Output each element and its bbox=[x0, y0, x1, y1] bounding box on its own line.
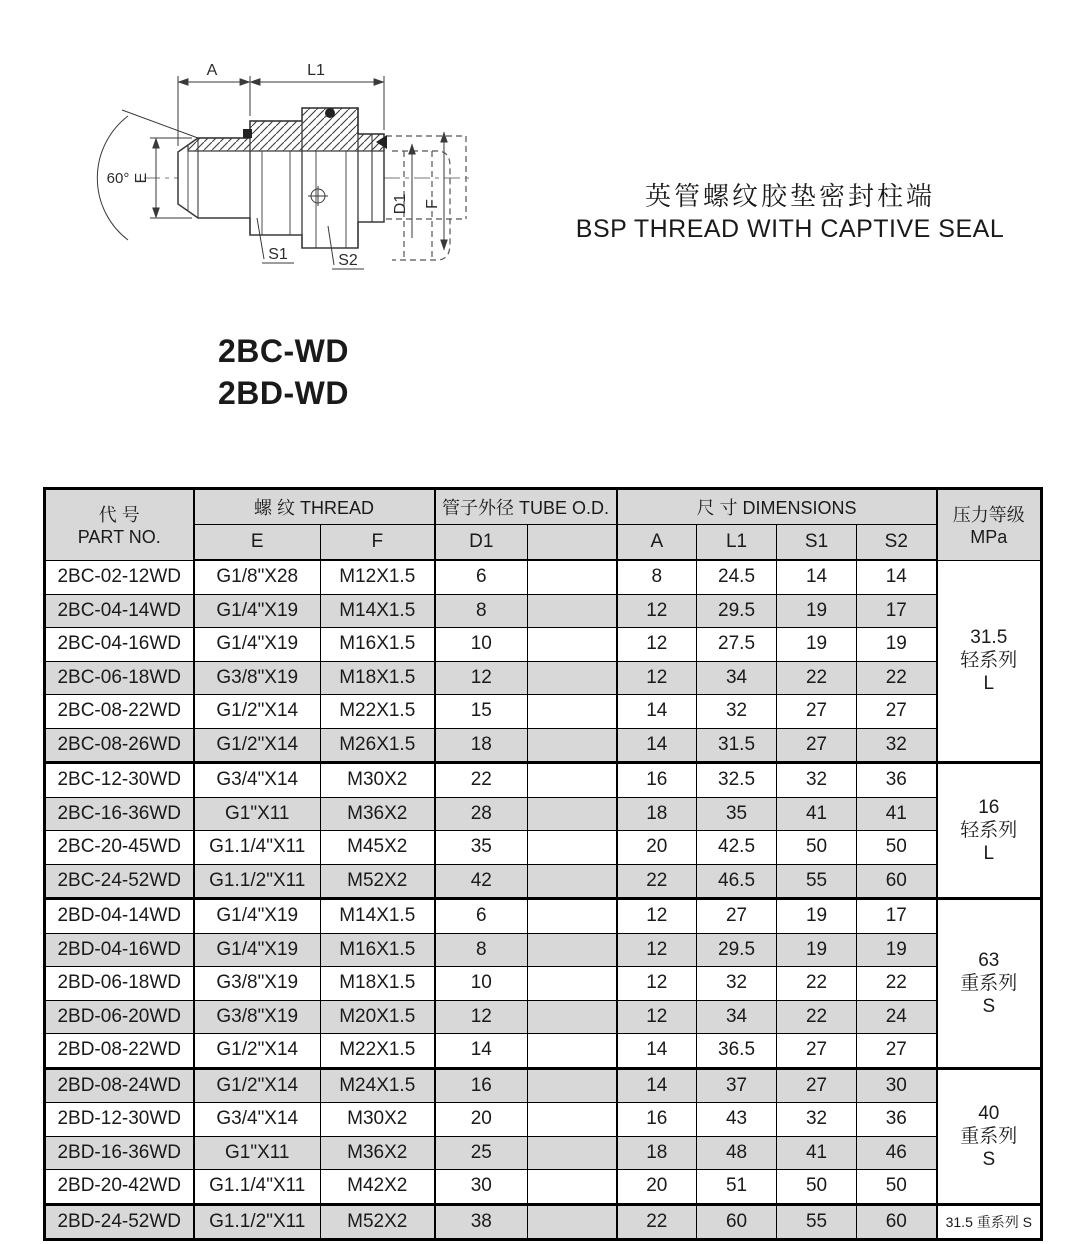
value-cell: 32 bbox=[857, 728, 937, 763]
dim-label-f: F bbox=[424, 199, 441, 209]
value-cell: 15 bbox=[435, 695, 528, 729]
value-cell: 8 bbox=[617, 560, 697, 594]
value-cell: 34 bbox=[697, 1000, 777, 1034]
pressure-group-cell bbox=[937, 1068, 1042, 1204]
part-no-cell: 2BD-12-30WD bbox=[45, 1103, 194, 1137]
part-no-cell: 2BD-16-36WD bbox=[45, 1136, 194, 1170]
part-no-cell: 2BC-24-52WD bbox=[45, 864, 194, 899]
value-cell: 19 bbox=[777, 594, 857, 628]
value-cell: G1/2"X14 bbox=[194, 1034, 321, 1069]
value-cell: 27 bbox=[857, 1034, 937, 1069]
spec-table bbox=[43, 487, 1043, 1241]
value-cell: 6 bbox=[435, 899, 528, 934]
pressure-group-cell bbox=[937, 1204, 1042, 1240]
part-no-cell: 2BC-06-18WD bbox=[45, 661, 194, 695]
table-row bbox=[45, 695, 1042, 729]
value-cell: 27 bbox=[777, 728, 857, 763]
pressure-line: 31.5 重系列 S bbox=[945, 1213, 1032, 1230]
value-cell bbox=[528, 1034, 617, 1069]
value-cell: 14 bbox=[617, 1068, 697, 1103]
table-body bbox=[45, 560, 1042, 1240]
value-cell: 27 bbox=[777, 695, 857, 729]
value-cell: G1/4"X19 bbox=[194, 933, 321, 967]
dim-label-a: A bbox=[206, 62, 218, 79]
value-cell: M36X2 bbox=[321, 1136, 435, 1170]
value-cell: M52X2 bbox=[321, 864, 435, 899]
part-no-cell: 2BD-20-42WD bbox=[45, 1170, 194, 1205]
value-cell: G1/4"X19 bbox=[194, 594, 321, 628]
value-cell: 8 bbox=[435, 594, 528, 628]
value-cell: 41 bbox=[777, 1136, 857, 1170]
header-pressure-en: MPa bbox=[970, 527, 1008, 548]
part-no-cell: 2BD-06-18WD bbox=[45, 967, 194, 1001]
header-col-f: F bbox=[321, 525, 435, 561]
value-cell: G3/8"X19 bbox=[194, 1000, 321, 1034]
pressure-line: 轻系列 bbox=[960, 650, 1018, 672]
value-cell: G1.1/4"X11 bbox=[194, 831, 321, 865]
value-cell: G1.1/2"X11 bbox=[194, 864, 321, 899]
pressure-group-cell bbox=[937, 560, 1042, 763]
value-cell bbox=[528, 628, 617, 662]
dim-label-d1: D1 bbox=[392, 193, 409, 215]
value-cell: 38 bbox=[435, 1204, 528, 1240]
value-cell: G3/4"X14 bbox=[194, 763, 321, 798]
value-cell: 32 bbox=[697, 695, 777, 729]
table-header bbox=[45, 489, 1042, 561]
value-cell: 32 bbox=[777, 1103, 857, 1137]
value-cell: M14X1.5 bbox=[321, 899, 435, 934]
value-cell: G1/2"X14 bbox=[194, 695, 321, 729]
value-cell: G1"X11 bbox=[194, 1136, 321, 1170]
pressure-line: S bbox=[982, 1148, 996, 1170]
table-row bbox=[45, 1000, 1042, 1034]
table-row bbox=[45, 1136, 1042, 1170]
value-cell: 30 bbox=[857, 1068, 937, 1103]
table-row bbox=[45, 1170, 1042, 1205]
value-cell: 36 bbox=[857, 1103, 937, 1137]
value-cell: M22X1.5 bbox=[321, 1034, 435, 1069]
value-cell: 32 bbox=[777, 763, 857, 798]
value-cell bbox=[528, 661, 617, 695]
part-no-cell: 2BD-06-20WD bbox=[45, 1000, 194, 1034]
part-no-cell: 2BC-02-12WD bbox=[45, 560, 194, 594]
technical-drawing bbox=[92, 46, 492, 308]
value-cell: 50 bbox=[857, 831, 937, 865]
seal-dot bbox=[325, 108, 335, 118]
value-cell: 46.5 bbox=[697, 864, 777, 899]
value-cell: M42X2 bbox=[321, 1170, 435, 1205]
value-cell: 22 bbox=[857, 967, 937, 1001]
value-cell bbox=[528, 763, 617, 798]
value-cell bbox=[528, 1204, 617, 1240]
value-cell bbox=[528, 1136, 617, 1170]
value-cell: 22 bbox=[777, 967, 857, 1001]
value-cell: G1/4"X19 bbox=[194, 899, 321, 934]
table-row bbox=[45, 661, 1042, 695]
value-cell: 27 bbox=[857, 695, 937, 729]
value-cell: G1"X11 bbox=[194, 797, 321, 831]
value-cell: M36X2 bbox=[321, 797, 435, 831]
value-cell bbox=[528, 1170, 617, 1205]
value-cell: 12 bbox=[617, 967, 697, 1001]
value-cell bbox=[528, 594, 617, 628]
header-col-e: E bbox=[194, 525, 321, 561]
value-cell: 55 bbox=[777, 864, 857, 899]
value-cell: G3/8"X19 bbox=[194, 967, 321, 1001]
value-cell: M16X1.5 bbox=[321, 628, 435, 662]
table-row bbox=[45, 831, 1042, 865]
value-cell: 41 bbox=[857, 797, 937, 831]
value-cell: M26X1.5 bbox=[321, 728, 435, 763]
value-cell: 50 bbox=[777, 831, 857, 865]
value-cell: M14X1.5 bbox=[321, 594, 435, 628]
value-cell: G3/8"X19 bbox=[194, 661, 321, 695]
value-cell bbox=[528, 967, 617, 1001]
value-cell: G1.1/4"X11 bbox=[194, 1170, 321, 1205]
value-cell bbox=[528, 1068, 617, 1103]
header-dimensions: 尺 寸 DIMENSIONS bbox=[617, 489, 937, 525]
value-cell: 12 bbox=[617, 933, 697, 967]
value-cell: 14 bbox=[857, 560, 937, 594]
value-cell: 22 bbox=[857, 661, 937, 695]
value-cell: M24X1.5 bbox=[321, 1068, 435, 1103]
model-code-2bc: 2BC-WD bbox=[218, 333, 349, 369]
pressure-line: 重系列 bbox=[960, 972, 1018, 994]
value-cell: 43 bbox=[697, 1103, 777, 1137]
value-cell: M30X2 bbox=[321, 763, 435, 798]
value-cell: M20X1.5 bbox=[321, 1000, 435, 1034]
value-cell: 36.5 bbox=[697, 1034, 777, 1069]
value-cell: 51 bbox=[697, 1170, 777, 1205]
part-no-cell: 2BC-04-14WD bbox=[45, 594, 194, 628]
value-cell: 12 bbox=[435, 661, 528, 695]
value-cell: 19 bbox=[777, 933, 857, 967]
value-cell: 27 bbox=[777, 1034, 857, 1069]
value-cell: M18X1.5 bbox=[321, 967, 435, 1001]
value-cell: G1/2"X14 bbox=[194, 1068, 321, 1103]
value-cell: 29.5 bbox=[697, 594, 777, 628]
value-cell: 24 bbox=[857, 1000, 937, 1034]
table-row bbox=[45, 864, 1042, 899]
value-cell: 42.5 bbox=[697, 831, 777, 865]
table-row bbox=[45, 1034, 1042, 1069]
value-cell: 12 bbox=[617, 594, 697, 628]
value-cell: M12X1.5 bbox=[321, 560, 435, 594]
value-cell bbox=[528, 864, 617, 899]
value-cell: 18 bbox=[435, 728, 528, 763]
value-cell: 10 bbox=[435, 628, 528, 662]
value-cell: M18X1.5 bbox=[321, 661, 435, 695]
header-part-no-zh: 代 号 bbox=[98, 505, 140, 526]
value-cell: M16X1.5 bbox=[321, 933, 435, 967]
value-cell: 34 bbox=[697, 661, 777, 695]
part-no-cell: 2BC-08-22WD bbox=[45, 695, 194, 729]
table-row bbox=[45, 1068, 1042, 1103]
header-col-s2: S2 bbox=[857, 525, 937, 561]
table-row bbox=[45, 628, 1042, 662]
value-cell: 18 bbox=[617, 797, 697, 831]
pressure-line: 轻系列 bbox=[960, 820, 1018, 841]
table-row bbox=[45, 728, 1042, 763]
value-cell bbox=[528, 831, 617, 865]
value-cell: 42 bbox=[435, 864, 528, 899]
value-cell: 12 bbox=[617, 628, 697, 662]
table-row bbox=[45, 797, 1042, 831]
pressure-line: S bbox=[982, 995, 996, 1017]
pressure-group-cell bbox=[937, 899, 1042, 1069]
value-cell: M30X2 bbox=[321, 1103, 435, 1137]
value-cell: 60 bbox=[857, 1204, 937, 1240]
title-block bbox=[540, 180, 1040, 246]
value-cell: 22 bbox=[617, 864, 697, 899]
value-cell: M22X1.5 bbox=[321, 695, 435, 729]
value-cell: G1/8"X28 bbox=[194, 560, 321, 594]
part-no-cell: 2BD-08-24WD bbox=[45, 1068, 194, 1103]
value-cell: 19 bbox=[777, 628, 857, 662]
value-cell: 31.5 bbox=[697, 728, 777, 763]
value-cell: 27 bbox=[777, 1068, 857, 1103]
value-cell: 18 bbox=[617, 1136, 697, 1170]
header-thread: 螺 纹 THREAD bbox=[194, 489, 435, 525]
pressure-line: L bbox=[983, 843, 995, 864]
value-cell bbox=[528, 797, 617, 831]
value-cell bbox=[528, 933, 617, 967]
value-cell: 17 bbox=[857, 594, 937, 628]
value-cell: 14 bbox=[777, 560, 857, 594]
value-cell: 6 bbox=[435, 560, 528, 594]
value-cell: 25 bbox=[435, 1136, 528, 1170]
part-no-cell: 2BD-08-22WD bbox=[45, 1034, 194, 1069]
value-cell: M45X2 bbox=[321, 831, 435, 865]
value-cell bbox=[528, 728, 617, 763]
part-no-cell: 2BC-04-16WD bbox=[45, 628, 194, 662]
value-cell: G3/4"X14 bbox=[194, 1103, 321, 1137]
value-cell: 20 bbox=[617, 1170, 697, 1205]
value-cell: 17 bbox=[857, 899, 937, 934]
value-cell: 46 bbox=[857, 1136, 937, 1170]
table-row bbox=[45, 967, 1042, 1001]
value-cell: 22 bbox=[435, 763, 528, 798]
part-no-cell: 2BD-24-52WD bbox=[45, 1204, 194, 1240]
part-no-cell: 2BC-12-30WD bbox=[45, 763, 194, 798]
title-english: BSP THREAD WITH CAPTIVE SEAL bbox=[575, 215, 1005, 243]
table-row bbox=[45, 899, 1042, 934]
header-col-blank bbox=[528, 525, 617, 561]
value-cell: 16 bbox=[617, 1103, 697, 1137]
header-tube-od: 管子外径 TUBE O.D. bbox=[435, 489, 617, 525]
seal-mark bbox=[243, 129, 252, 138]
value-cell: 14 bbox=[617, 1034, 697, 1069]
pressure-line: 40 bbox=[978, 1102, 1000, 1124]
dim-label-angle: 60° bbox=[106, 170, 130, 187]
table-row bbox=[45, 594, 1042, 628]
value-cell: 60 bbox=[697, 1204, 777, 1240]
value-cell: 27 bbox=[697, 899, 777, 934]
value-cell: 27.5 bbox=[697, 628, 777, 662]
value-cell: 48 bbox=[697, 1136, 777, 1170]
value-cell: 12 bbox=[435, 1000, 528, 1034]
value-cell: 12 bbox=[617, 899, 697, 934]
model-code-2bd: 2BD-WD bbox=[218, 375, 349, 411]
value-cell: 19 bbox=[857, 933, 937, 967]
value-cell: 16 bbox=[617, 763, 697, 798]
value-cell: 32 bbox=[697, 967, 777, 1001]
value-cell: 14 bbox=[617, 695, 697, 729]
value-cell: 37 bbox=[697, 1068, 777, 1103]
pressure-group-cell bbox=[937, 763, 1042, 899]
value-cell bbox=[528, 1103, 617, 1137]
dim-label-e: E bbox=[133, 172, 150, 184]
value-cell bbox=[528, 1000, 617, 1034]
value-cell: 12 bbox=[617, 1000, 697, 1034]
part-no-cell: 2BC-16-36WD bbox=[45, 797, 194, 831]
value-cell: 19 bbox=[777, 899, 857, 934]
dim-label-l1: L1 bbox=[307, 62, 325, 79]
value-cell: 14 bbox=[617, 728, 697, 763]
section-hatch bbox=[188, 108, 384, 151]
value-cell: 55 bbox=[777, 1204, 857, 1240]
value-cell: 28 bbox=[435, 797, 528, 831]
value-cell: 36 bbox=[857, 763, 937, 798]
header-col-l1: L1 bbox=[697, 525, 777, 561]
pressure-line: 重系列 bbox=[960, 1125, 1018, 1147]
value-cell: 14 bbox=[435, 1034, 528, 1069]
header-pressure-zh: 压力等级 bbox=[952, 505, 1025, 526]
header-col-s1: S1 bbox=[777, 525, 857, 561]
value-cell: 35 bbox=[697, 797, 777, 831]
part-no-cell: 2BC-08-26WD bbox=[45, 728, 194, 763]
value-cell: 41 bbox=[777, 797, 857, 831]
value-cell: 16 bbox=[435, 1068, 528, 1103]
table-row bbox=[45, 560, 1042, 594]
header-col-d1: D1 bbox=[435, 525, 528, 561]
dim-label-s1: S1 bbox=[268, 246, 288, 263]
header-part-no bbox=[45, 489, 194, 561]
value-cell: 30 bbox=[435, 1170, 528, 1205]
value-cell: 24.5 bbox=[697, 560, 777, 594]
pressure-line: 31.5 bbox=[970, 627, 1008, 649]
dim-label-s2: S2 bbox=[338, 252, 358, 269]
value-cell bbox=[528, 899, 617, 934]
value-cell: G1.1/2"X11 bbox=[194, 1204, 321, 1240]
pressure-line: 16 bbox=[978, 797, 1000, 818]
part-no-cell: 2BC-20-45WD bbox=[45, 831, 194, 865]
part-no-cell: 2BD-04-16WD bbox=[45, 933, 194, 967]
value-cell: 10 bbox=[435, 967, 528, 1001]
table-row bbox=[45, 1103, 1042, 1137]
value-cell: 19 bbox=[857, 628, 937, 662]
value-cell: G1/4"X19 bbox=[194, 628, 321, 662]
model-codes bbox=[218, 330, 349, 414]
header-col-a: A bbox=[617, 525, 697, 561]
table-row bbox=[45, 933, 1042, 967]
part-no-cell: 2BD-04-14WD bbox=[45, 899, 194, 934]
value-cell: G1/2"X14 bbox=[194, 728, 321, 763]
value-cell: 22 bbox=[777, 1000, 857, 1034]
header-pressure bbox=[937, 489, 1042, 561]
value-cell: 20 bbox=[435, 1103, 528, 1137]
value-cell: 22 bbox=[777, 661, 857, 695]
pressure-line: L bbox=[983, 673, 995, 695]
value-cell bbox=[528, 695, 617, 729]
value-cell: M52X2 bbox=[321, 1204, 435, 1240]
table-row bbox=[45, 1204, 1042, 1240]
value-cell: 20 bbox=[617, 831, 697, 865]
pressure-line: 63 bbox=[978, 949, 1000, 971]
value-cell: 50 bbox=[777, 1170, 857, 1205]
table-row bbox=[45, 763, 1042, 798]
value-cell: 12 bbox=[617, 661, 697, 695]
value-cell: 60 bbox=[857, 864, 937, 899]
header-part-no-en: PART NO. bbox=[77, 527, 161, 548]
value-cell bbox=[528, 560, 617, 594]
value-cell: 50 bbox=[857, 1170, 937, 1205]
value-cell: 29.5 bbox=[697, 933, 777, 967]
value-cell: 8 bbox=[435, 933, 528, 967]
title-chinese: 英管螺纹胶垫密封柱端 bbox=[644, 181, 935, 211]
value-cell: 22 bbox=[617, 1204, 697, 1240]
value-cell: 32.5 bbox=[697, 763, 777, 798]
value-cell: 35 bbox=[435, 831, 528, 865]
